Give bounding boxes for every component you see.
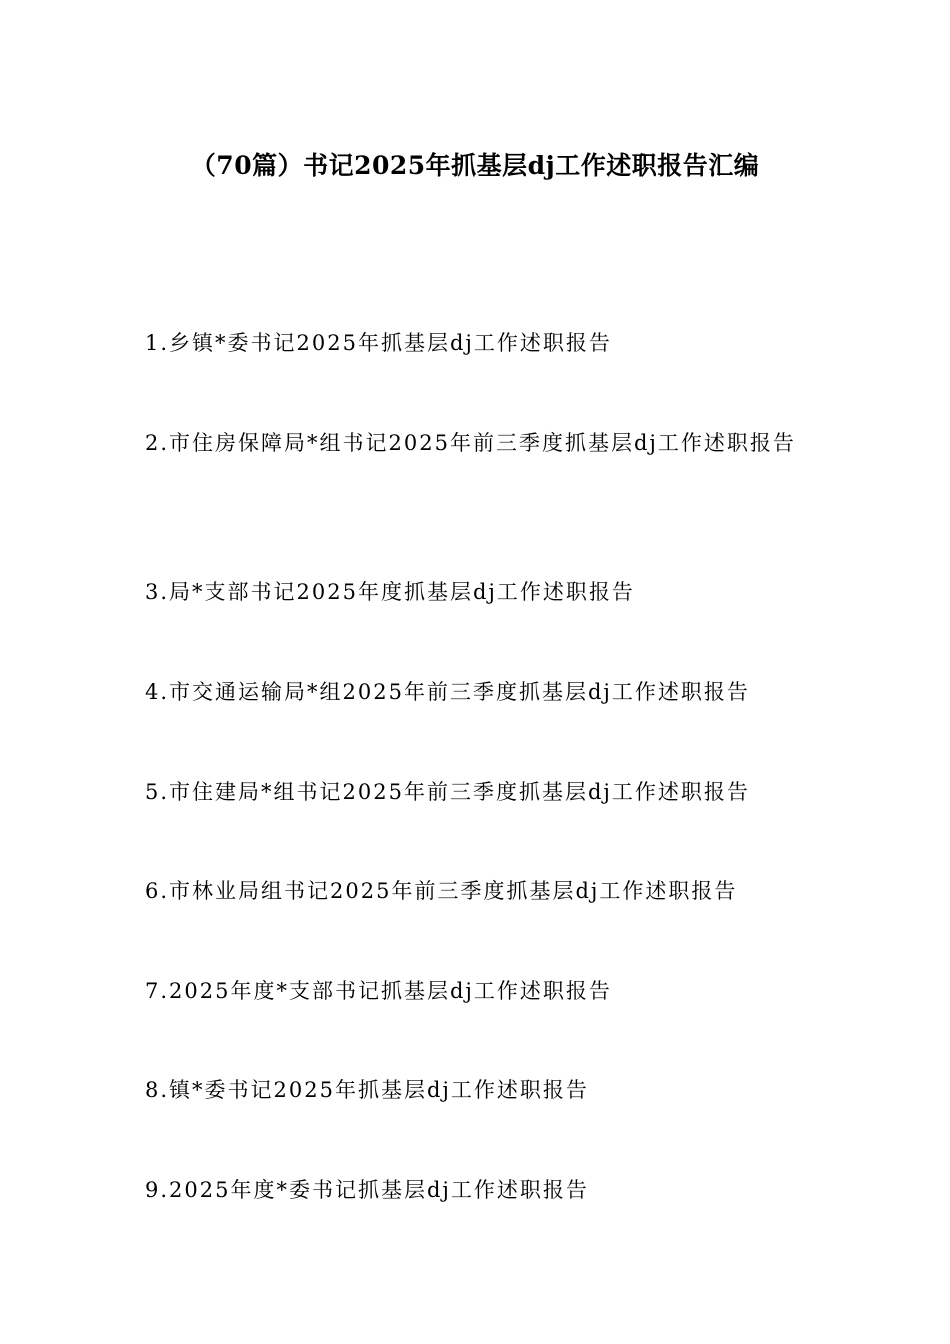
toc-item: 7.2025年度*支部书记抓基层dj工作述职报告 (145, 979, 612, 1003)
toc-item: 6.市林业局组书记2025年前三季度抓基层dj工作述职报告 (145, 879, 738, 903)
toc-item: 1.乡镇*委书记2025年抓基层dj工作述职报告 (145, 331, 612, 355)
toc-item: 2.市住房保障局*组书记2025年前三季度抓基层dj工作述职报告 (145, 431, 796, 455)
toc-item: 4.市交通运输局*组2025年前三季度抓基层dj工作述职报告 (145, 680, 750, 704)
toc-item: 9.2025年度*委书记抓基层dj工作述职报告 (145, 1178, 589, 1202)
toc-item: 3.局*支部书记2025年度抓基层dj工作述职报告 (145, 580, 635, 604)
document-title: （70篇）书记2025年抓基层dj工作述职报告汇编 (190, 151, 760, 180)
toc-item: 8.镇*委书记2025年抓基层dj工作述职报告 (145, 1078, 589, 1102)
toc-item: 5.市住建局*组书记2025年前三季度抓基层dj工作述职报告 (145, 780, 750, 804)
